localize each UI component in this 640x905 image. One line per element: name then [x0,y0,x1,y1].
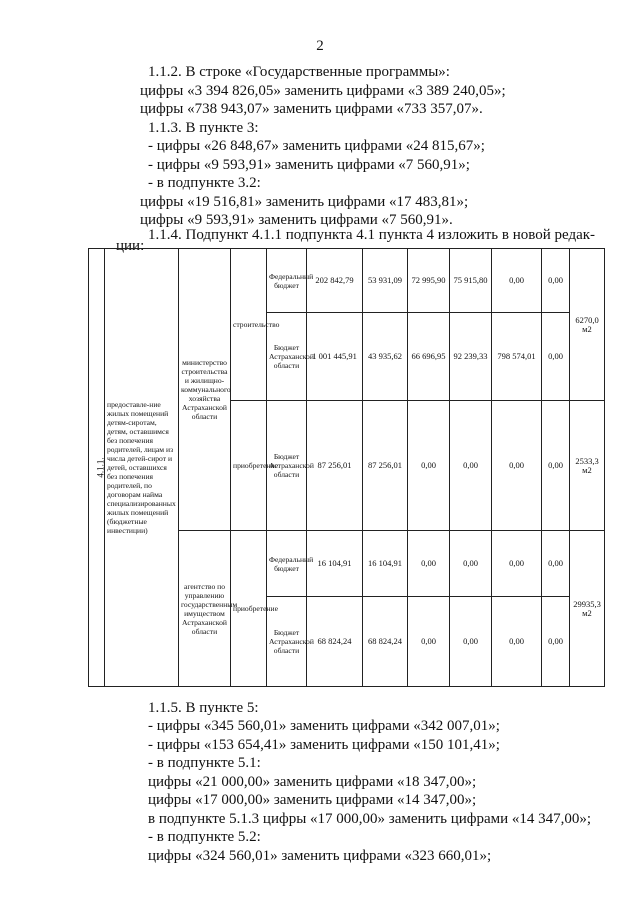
cell: 0,00 [450,531,492,597]
cell: 0,00 [542,597,570,687]
text-line: цифры «9 593,91» заменить цифрами «7 560,91». [140,212,453,228]
type-build: строительство [231,249,267,401]
cell: 92 239,33 [450,313,492,401]
cell: 75 915,80 [450,249,492,313]
program-table [88,248,605,687]
org-ministry: министерство строительства и жилищно-коммунального хозяйства Астраханской области [179,249,231,531]
text-line: цифры «3 394 826,05» заменить цифрами «3 389 240,05»; [140,83,506,99]
cell: 0,00 [542,313,570,401]
cell: 16 104,91 [307,531,363,597]
indicator: 29935,3 м2 [570,531,605,687]
cell: 0,00 [450,401,492,531]
cell: 0,00 [492,249,542,313]
cell: 0,00 [492,531,542,597]
cell: 0,00 [408,531,450,597]
source-federal: Федеральный бюджет [267,531,307,597]
cell: 798 574,01 [492,313,542,401]
cell: 202 842,79 [307,249,363,313]
text-line: цифры «21 000,00» заменить цифрами «18 347,00»; [148,774,477,790]
text-line: 1.1.5. В пункте 5: [148,700,259,716]
cell: 0,00 [492,401,542,531]
type-buy: приобретение [231,401,267,531]
cell: 0,00 [450,597,492,687]
row-code: 4.1.1. [89,249,105,687]
text-line: - цифры «9 593,91» заменить цифрами «7 560,91»; [148,157,470,173]
text-line: ции: [116,238,145,254]
cell: 0,00 [408,401,450,531]
cell: 87 256,01 [363,401,408,531]
cell: 0,00 [542,531,570,597]
page-number: 2 [316,38,324,54]
cell: 0,00 [542,249,570,313]
text-line: 1.1.4. Подпункт 4.1.1 подпункта 4.1 пункта 4 изложить в новой редак- [148,227,596,243]
text-line: цифры «17 000,00» заменить цифрами «14 347,00»; [148,792,477,808]
cell: 16 104,91 [363,531,408,597]
cell: 87 256,01 [307,401,363,531]
text-line: 1.1.3. В пункте 3: [148,120,259,136]
indicator: 2533,3 м2 [570,401,605,531]
text-line: - цифры «26 848,67» заменить цифрами «24 815,67»; [148,138,485,154]
text-line: 1.1.2. В строке «Государственные программы»: [148,64,450,80]
text-line: - цифры «153 654,41» заменить цифрами «150 101,41»; [148,737,500,753]
cell: 0,00 [492,597,542,687]
text-line: - в подпункте 3.2: [148,175,261,191]
source-regional: Бюджет Астраханской области [267,597,307,687]
cell: 43 935,62 [363,313,408,401]
type-buy: приобретение [231,531,267,687]
org-agency: агентство по управлению государственным имуществом Астраханской области [179,531,231,687]
text-line: - цифры «345 560,01» заменить цифрами «342 007,01»; [148,718,500,734]
cell: 53 931,09 [363,249,408,313]
cell: 0,00 [408,597,450,687]
source-regional: Бюджет Астраханской области [267,313,307,401]
indicator: 6270,0 м2 [570,249,605,401]
source-regional: Бюджет Астраханской области [267,401,307,531]
cell: 68 824,24 [363,597,408,687]
cell: 66 696,95 [408,313,450,401]
text-line: в подпункте 5.1.3 цифры «17 000,00» заменить цифрами «14 347,00»; [148,811,592,827]
cell: 72 995,90 [408,249,450,313]
text-line: цифры «19 516,81» заменить цифрами «17 483,81»; [140,194,469,210]
cell: 68 824,24 [307,597,363,687]
source-federal: Федеральный бюджет [267,249,307,313]
measure-name: предоставле-ние жилых помещений детям-сиротам, детям, оставшимся без попечения родителей, лицам из числа детей-сирот и детей, оставшихся без попечения родителей, по договорам найма специализированных жилых помещений (бюджетные инвестиции) [105,249,179,687]
cell: 1 001 445,91 [307,313,363,401]
text-line: - в подпункте 5.1: [148,755,261,771]
cell: 0,00 [542,401,570,531]
text-line: - в подпункте 5.2: [148,829,261,845]
text-line: цифры «738 943,07» заменить цифрами «733 357,07». [140,101,483,117]
text-line: цифры «324 560,01» заменить цифрами «323 660,01»; [148,848,492,864]
